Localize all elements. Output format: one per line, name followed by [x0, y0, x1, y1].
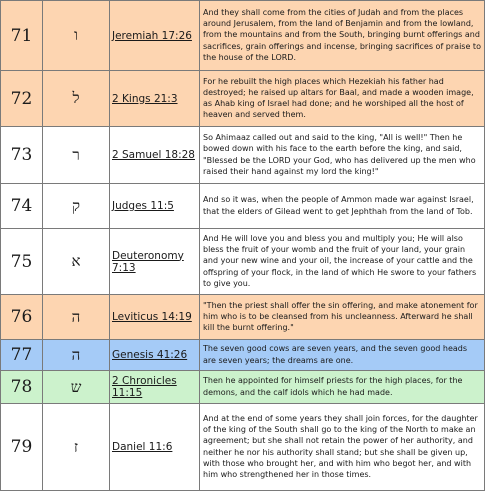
verse-text: And they shall come from the cities of Judah and from the places around Jerusalem, from the land of Benjamin and from the lowland, from the mountains and from the South, bringing burnt offerings and sacrifices, grain offerings and incense, bringing sacrifices of praise to the house of the LORD. — [200, 1, 485, 71]
hebrew-letter: ז — [43, 404, 110, 491]
table-row — [1, 371, 485, 404]
row-number: 72 — [1, 71, 43, 127]
table-row — [1, 404, 485, 491]
verse-text: "Then the priest shall offer the sin offering, and make atonement for him who is to be cleansed from his uncleanness. Afterward he shall kill the burnt offering." — [200, 295, 485, 340]
row-number: 74 — [1, 184, 43, 229]
table-row — [1, 340, 485, 371]
row-number: 73 — [1, 127, 43, 184]
hebrew-letter: ו — [43, 1, 110, 71]
verse-reference-link[interactable]: 2 Chronicles 11:15 — [110, 371, 200, 404]
verse-text: And at the end of some years they shall join forces, for the daughter of the king of the South shall go to the king of the North to make an agreement; but she shall not retain the power of her authority, and neither he nor his authority shall stand; but she shall be given up, with those who brought her, and with him who begot her, and with him who strengthened her in those times. — [200, 404, 485, 491]
hebrew-letter: ל — [43, 71, 110, 127]
verse-text: For he rebuilt the high places which Hezekiah his father had destroyed; he raised up altars for Baal, and made a wooden image, as Ahab king of Israel had done; and he worshiped all the host of heaven and served them. — [200, 71, 485, 127]
verse-reference-link[interactable]: Jeremiah 17:26 — [110, 1, 200, 71]
hebrew-letter: א — [43, 229, 110, 295]
verse-text: The seven good cows are seven years, and the seven good heads are seven years; the dreams are one. — [200, 340, 485, 371]
verse-reference-link[interactable]: 2 Samuel 18:28 — [110, 127, 200, 184]
hebrew-letter: ש — [43, 371, 110, 404]
row-number: 71 — [1, 1, 43, 71]
table-row — [1, 1, 485, 71]
verse-text: Then he appointed for himself priests for the high places, for the demons, and the calf idols which he had made. — [200, 371, 485, 404]
hebrew-letter: ה — [43, 295, 110, 340]
row-number: 75 — [1, 229, 43, 295]
row-number: 76 — [1, 295, 43, 340]
verse-reference-link[interactable]: Leviticus 14:19 — [110, 295, 200, 340]
table-row — [1, 127, 485, 184]
row-number: 79 — [1, 404, 43, 491]
verse-text: And He will love you and bless you and multiply you; He will also bless the fruit of your womb and the fruit of your land, your grain and your new wine and your oil, the increase of your cattle and the offspring of your flock, in the land of which He swore to your fathers to give you. — [200, 229, 485, 295]
verse-reference-link[interactable]: Deuteronomy 7:13 — [110, 229, 200, 295]
verse-text: And so it was, when the people of Ammon made war against Israel, that the elders of Gilead went to get Jephthah from the land of Tob. — [200, 184, 485, 229]
row-number: 78 — [1, 371, 43, 404]
row-number: 77 — [1, 340, 43, 371]
hebrew-letter: ק — [43, 184, 110, 229]
hebrew-letter: ר — [43, 127, 110, 184]
verse-text: So Ahimaaz called out and said to the king, "All is well!" Then he bowed down with his face to the earth before the king, and said, "Blessed be the LORD your God, who has delivered up the men who raised their hand against my lord the king!" — [200, 127, 485, 184]
verse-reference-link[interactable]: Judges 11:5 — [110, 184, 200, 229]
hebrew-letter: ה — [43, 340, 110, 371]
verse-reference-link[interactable]: 2 Kings 21:3 — [110, 71, 200, 127]
table-row — [1, 71, 485, 127]
table-row — [1, 229, 485, 295]
verse-reference-link[interactable]: Daniel 11:6 — [110, 404, 200, 491]
table-row — [1, 295, 485, 340]
verse-reference-link[interactable]: Genesis 41:26 — [110, 340, 200, 371]
table-row — [1, 184, 485, 229]
